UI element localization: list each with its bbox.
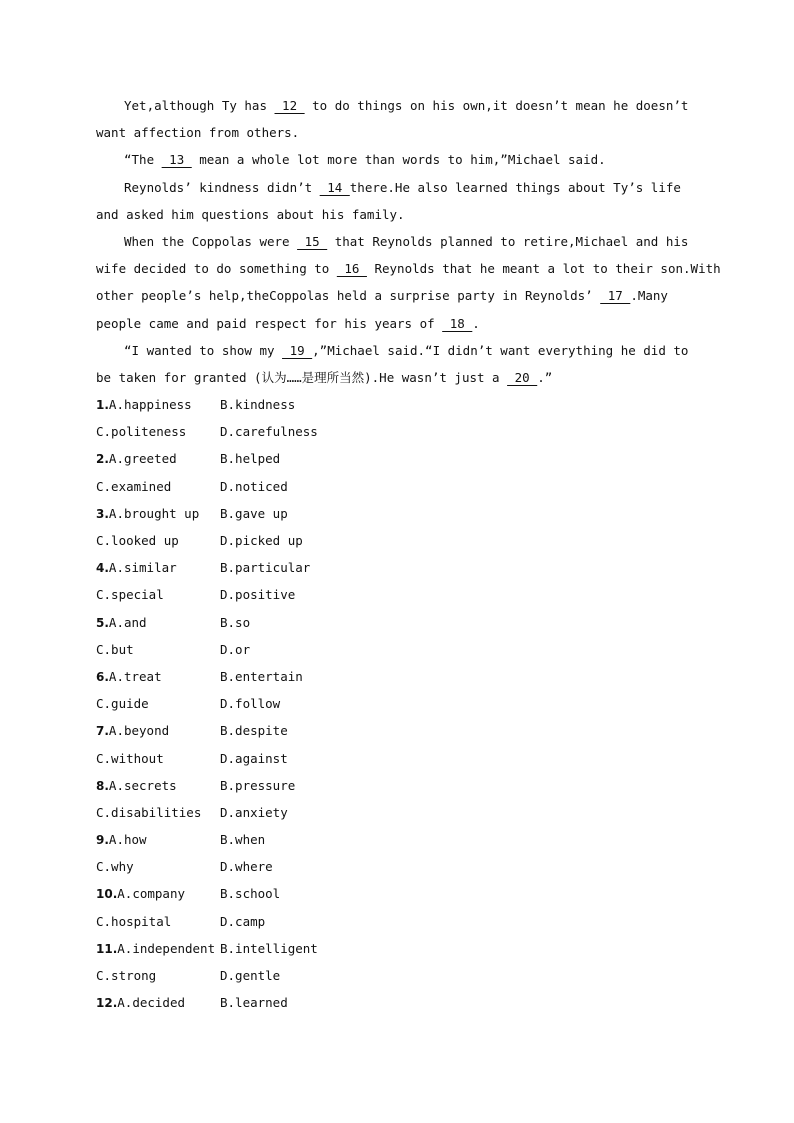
passage-line-10 (96, 337, 696, 364)
question-row (96, 772, 696, 799)
option-d: D.anxiety (220, 804, 288, 820)
option-b: B.so (220, 614, 251, 630)
question-row (96, 445, 696, 472)
text: be taken for granted (认为……是理所当然).He wasn’t just a (96, 369, 508, 385)
option-c: C.looked up (96, 533, 179, 548)
option-b: B.kindness (220, 397, 296, 413)
option-d: D.carefulness (220, 424, 318, 440)
question-row (96, 989, 696, 1016)
passage-line-1 (96, 92, 696, 119)
text: .” (537, 369, 553, 385)
blank-20: 20 (507, 369, 538, 385)
text: that Reynolds planned to retire,Michael and his (327, 233, 689, 249)
passage-line-2 (96, 119, 696, 146)
blank-18: 18 (442, 315, 473, 331)
text: ,”Michael said.“I didn’t want everything he did to (312, 342, 689, 358)
option-b: B.particular (220, 560, 311, 576)
passage-line-5 (96, 201, 696, 228)
option-c: C.disabilities (96, 804, 202, 820)
option-b: B.intelligent (220, 940, 318, 956)
option-b: B.school (220, 886, 281, 902)
text: to do things on his own,it doesn’t mean he doesn’t (304, 98, 689, 113)
question-number: 3. (96, 506, 109, 521)
option-c: C.strong (96, 968, 157, 983)
option-d: D.against (220, 750, 288, 766)
question-row (96, 690, 696, 717)
text: there.He also learned things about Ty’s life (349, 179, 681, 195)
option-c: C.politeness (96, 424, 187, 440)
option-a (96, 663, 162, 691)
question-row (96, 581, 696, 608)
blank-15: 15 (297, 233, 328, 249)
text: “The (124, 152, 162, 168)
option-text: A.secrets (108, 777, 177, 793)
option-d: D.follow (220, 696, 281, 712)
question-number: 12. (96, 996, 118, 1011)
option-text: A.decided (117, 995, 185, 1011)
option-b: B.learned (220, 995, 288, 1011)
text: want affection from others. (96, 125, 300, 141)
text: wife decided to do something to (96, 261, 337, 277)
blank-13: 13 (161, 152, 192, 168)
question-row (96, 880, 696, 907)
option-b: B.entertain (220, 668, 303, 684)
option-a (96, 717, 169, 745)
question-row (96, 609, 696, 636)
option-b: B.helped (220, 451, 281, 467)
passage-line-9 (96, 310, 696, 337)
question-number: 8. (96, 778, 109, 793)
question-row (96, 636, 696, 663)
question-number: 4. (96, 561, 109, 576)
option-a (96, 609, 147, 637)
question-list (96, 391, 696, 1016)
blank-14: 14 (319, 179, 350, 195)
option-text: A.similar (108, 560, 177, 576)
option-b: B.despite (220, 723, 288, 739)
option-a (96, 826, 147, 854)
text: “I wanted to show my (124, 342, 283, 358)
option-d: D.noticed (220, 478, 288, 494)
passage-line-7 (96, 255, 721, 282)
question-row (96, 745, 696, 772)
option-a (96, 772, 177, 800)
option-c: C.examined (96, 478, 172, 494)
question-number: 9. (96, 833, 109, 848)
question-row (96, 473, 696, 500)
option-text: A.company (117, 886, 185, 902)
question-number: 10. (96, 887, 118, 902)
question-number: 1. (96, 398, 109, 413)
option-b: B.pressure (220, 777, 296, 793)
option-d: D.gentle (220, 968, 281, 983)
option-b: B.gave up (220, 505, 288, 521)
passage-line-3 (96, 146, 696, 173)
question-row (96, 527, 696, 554)
blank-12: 12 (274, 98, 305, 113)
option-text: A.brought up (108, 505, 200, 521)
option-text: A.greeted (108, 451, 177, 467)
option-text: A.beyond (108, 723, 170, 739)
text: .Many (630, 288, 668, 304)
question-row (96, 418, 696, 445)
text: Yet,although Ty has (124, 98, 275, 113)
option-text: A.and (108, 614, 147, 630)
text: and asked him questions about his family. (96, 206, 405, 222)
option-a (96, 935, 215, 963)
question-row (96, 554, 696, 581)
question-row (96, 663, 696, 690)
blank-17: 17 (600, 288, 631, 304)
option-a (96, 445, 177, 473)
passage-line-4 (96, 174, 696, 201)
question-row (96, 799, 696, 826)
text: . (472, 315, 480, 331)
text: Reynolds that he meant a lot to their son.With (366, 261, 721, 277)
option-a (96, 554, 177, 582)
blank-16: 16 (336, 261, 367, 277)
question-number: 6. (96, 669, 109, 684)
option-d: D.or (220, 641, 251, 657)
question-row (96, 935, 696, 962)
option-text: A.how (108, 832, 147, 848)
option-text: A.treat (108, 668, 162, 684)
option-c: C.without (96, 750, 164, 766)
text: When the Coppolas were (124, 233, 298, 249)
question-row (96, 391, 696, 418)
document-page (96, 92, 721, 1016)
question-number: 11. (96, 941, 118, 956)
option-d: D.camp (220, 913, 266, 929)
question-number: 5. (96, 615, 109, 630)
text: other people’s help,theCoppolas held a surprise party in Reynolds’ (96, 288, 601, 304)
option-a (96, 391, 192, 419)
option-a (96, 880, 185, 908)
option-text: A.happiness (108, 397, 192, 413)
option-a (96, 989, 185, 1017)
option-d: D.picked up (220, 533, 303, 548)
option-c: C.guide (96, 696, 149, 712)
option-a (96, 500, 199, 528)
option-d: D.where (220, 859, 273, 875)
option-c: C.why (96, 859, 134, 875)
question-row (96, 853, 696, 880)
question-row (96, 500, 696, 527)
option-c: C.special (96, 587, 164, 603)
text: people came and paid respect for his years of (96, 315, 443, 331)
question-row (96, 826, 696, 853)
question-row (96, 908, 696, 935)
passage-line-11 (96, 364, 696, 391)
text: mean a whole lot more than words to him,”Michael said. (191, 152, 606, 168)
option-d: D.positive (220, 587, 296, 603)
blank-19: 19 (282, 342, 313, 358)
option-c: C.hospital (96, 913, 172, 929)
question-number: 7. (96, 724, 109, 739)
question-number: 2. (96, 452, 109, 467)
text: Reynolds’ kindness didn’t (124, 179, 320, 195)
question-row (96, 717, 696, 744)
passage-line-6 (96, 228, 696, 255)
passage-line-8 (96, 282, 696, 309)
option-text: A.independent (117, 940, 216, 956)
option-b: B.when (220, 832, 266, 848)
question-row (96, 962, 696, 989)
option-c: C.but (96, 641, 134, 657)
